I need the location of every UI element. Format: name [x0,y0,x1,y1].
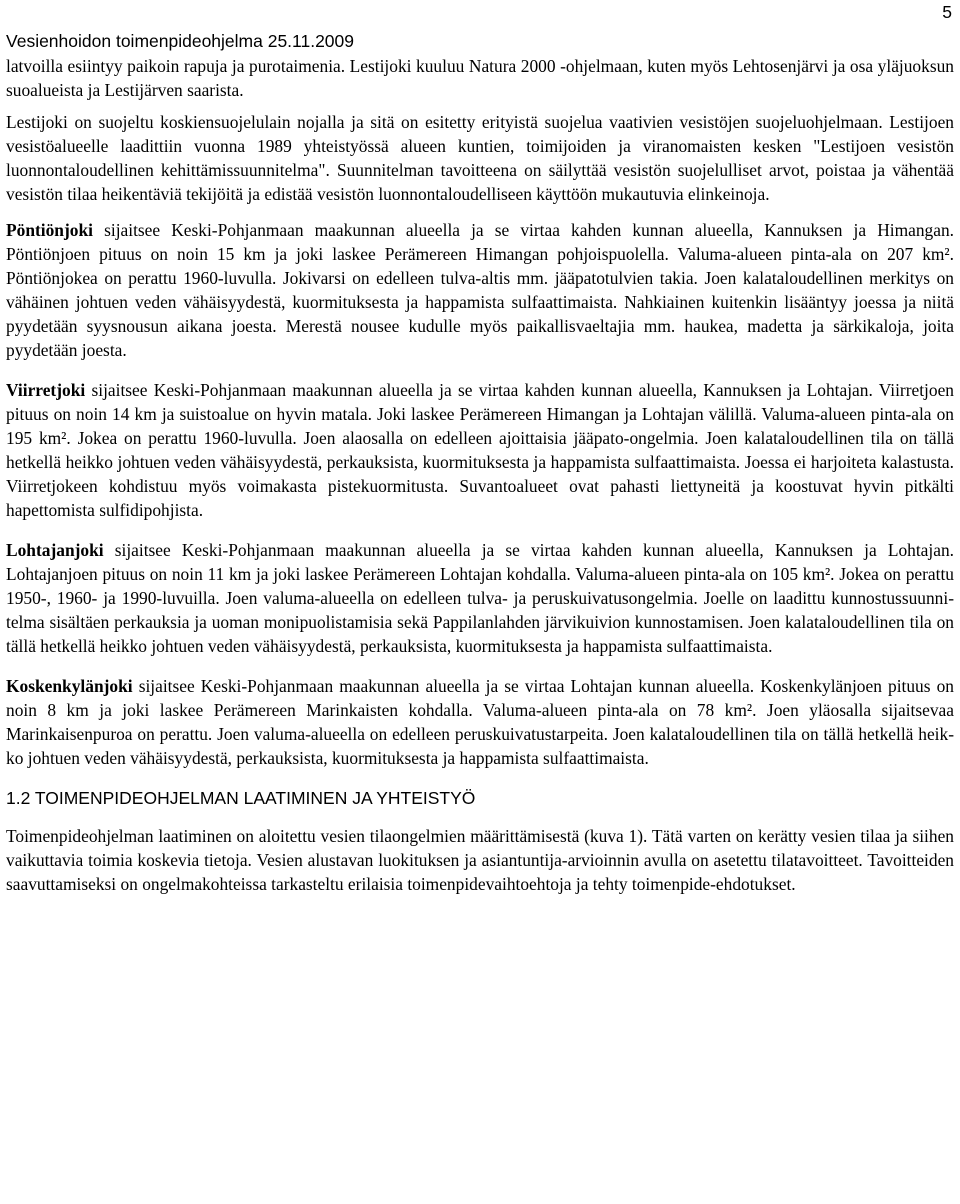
river-name: Koskenkylänjoki [6,676,133,696]
river-paragraph-koskenkylanjoki [6,674,954,770]
river-name: Lohtajanjoki [6,540,104,560]
section-heading: 1.2 TOIMENPIDEOHJELMAN LAATIMINEN JA YHTEISTYÖ [6,788,476,808]
river-paragraph-viirretjoki [6,378,954,522]
river-description: sijaitsee Keski-Pohjanmaan maakunnan alueella ja se virtaa Lohtajan kunnan alueella. Koskenkylänjoen pituus on noin 8 km ja joki laskee Perämereen Marinkaisten kohdalla. Valuma-alueen pinta-ala on 78 km². Joen yläosalla sijaitsevaa Marinkaisenpuroa on perattu. Joen valuma-alueella on edelleen peruskuivatustarpeita. Joen kalataloudellinen tila on tällä hetkellä heikko johtuen veden vähäisyydestä, perkauksista, kuormituksesta ja happamista sulfaattimaista. [6,676,954,768]
river-paragraph-lohtajanjoki [6,538,954,658]
page-number: 5 [942,2,952,22]
continuation-paragraph: latvoilla esiintyy paikoin rapuja ja purotaimenia. Lestijoki kuuluu Natura 2000 -ohjelmaan, kuten myös Lehtosenjärvi ja osa yläjuoksun suoalueista ja Lestijärven saarista. [6,56,954,100]
river-description: sijaitsee Keski-Pohjanmaan maakunnan alueella ja se virtaa kahden kunnan alueella, Kannuksen ja Lohtajan. Viirretjoen pituus on noin 14 km ja suistoalue on hyvin matala. Joki laskee Perämereen Himangan ja Lohtajan välillä. Valuma-alueen pinta-ala on 195 km². Jokea on perattu 1960-luvulla. Joen alaosalla on edelleen ajoittaisia jääpato-ongelmia. Joen kalataloudellinen tila on tällä hetkellä heikko johtuen veden vähäisyydestä, perkauksista, kuormituksesta ja happamista sulfaattimaista. Joessa ei harjoiteta kalastusta. Viirretjokeen kohdistuu myös voimakasta pistekuormitusta. Suvantoalueet ovat pahasti liettyneitä ja koostuvat hyvin pitkälti hapettomista sulfidipohjista. [6,380,954,520]
river-description: sijaitsee Keski-Pohjanmaan maakunnan alueella ja se virtaa kahden kunnan alueella, Kannuksen ja Himangan. Pöntiönjoen pituus on noin 15 km ja joki laskee Perämereen Himangan pohjoispuolella. Valuma-alueen pinta-ala on 207 km². Pöntiönjokea on perattu 1960-luvulla. Jokivarsi on edelleen tulva-altis mm. jääpatotulvien takia. Joen kalataloudellinen merkitys on vähäinen johtuen veden vähäisyydestä, kuormituksesta ja happamista sulfaattimaista. Nahkiainen kuitenkin lisääntyy joessa ja niitä pyydetään syysnousun aikana joesta. Merestä nousee kudulle myös paikallisvaeltajia mm. haukea, madetta ja särkikaloja, joita pyydetään joesta. [6,220,954,360]
lestijoki-paragraph: Lestijoki on suojeltu koskiensuojelulain nojalla ja sitä on esitetty erityistä suojelua vaativien vesistöjen suojeluohjelmaan. Lestijoen vesistöalueelle laadittiin vuonna 1989 yhteistyössä alueen kuntien, toimijoiden ja viranomaisten kesken "Lestijoen vesistön luonnontaloudellinen kehittämissuunnitelma". Suunnitelman tavoitteena on säilyttää vesistön suojelulliset arvot, poistaa ja vähentää vesistön tilaa heikentäviä tekijöitä ja edistää vesistön luonnontaloudelliseen käyttöön mukautuvia elinkeinoja. [6,112,954,204]
document-body [6,54,954,904]
section-paragraph: Toimenpideohjelman laatiminen on aloitettu vesien tilaongelmien määrittämisestä (kuva 1). Tätä varten on kerätty vesien tilaa ja siihen vaikuttavia toimia koskevia tietoja. Vesien alustavan luokituksen ja asiantuntija-arvioinnin avulla on asetettu tilatavoitteet. Tavoitteiden saavuttamiseksi on ongelmakohteissa tarkasteltu erilaisia toimenpidevaihtoehtoja ja tehty toimenpide-ehdotukset. [6,826,954,894]
river-paragraph-pontionjoki [6,218,954,362]
river-name: Viirretjoki [6,380,86,400]
river-name: Pöntiönjoki [6,220,93,240]
river-description: sijaitsee Keski-Pohjanmaan maakunnan alueella ja se virtaa kahden kunnan alueella, Kannuksen ja Lohtajan. Lohtajanjoen pituus on noin 11 km ja joki laskee Perämereen Lohtajan kohdalla. Valuma-alueen pinta-ala on 105 km². Jokea on perattu 1950-, 1960- ja 1990-luvuilla. Joen valuma-alueella on edelleen tulva- ja peruskuivatusongelmia. Joelle on laadittu kunnostussuunnitelma sisältäen perkauksia ja uoman monipuolistamisia sekä Pappilanlahden järvikuivion kunnostamisen. Joen kalataloudellinen tila on tällä hetkellä heikko johtuen veden vähäisyydestä, perkauksista, kuormituksesta ja happamista sulfaattimaista. [6,540,954,656]
page-header-title: Vesienhoidon toimenpideohjelma 25.11.2009 [6,31,355,51]
